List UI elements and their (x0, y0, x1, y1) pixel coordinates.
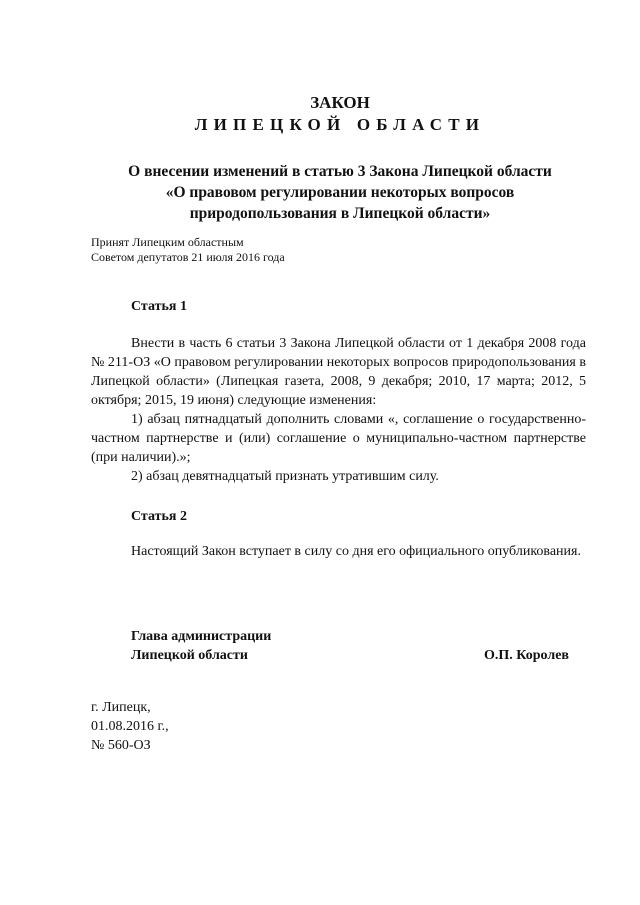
article-2-title: Статья 2 (131, 509, 187, 524)
law-title: ЗАКОН (310, 93, 370, 112)
article-1-title: Статья 1 (131, 299, 187, 314)
adoption-note (91, 235, 491, 265)
heading-line-2: «О правовом регулировании некоторых вопросов (165, 184, 515, 201)
article-1-intro: Внести в часть 6 статьи 3 Закона Липецкой области от 1 декабря 2008 года № 211-ОЗ «О правовом регулировании некоторых вопросов природопользования в Липецкой области» (Липецкая газета, 2008, 9 декабря; 2010, 17 марта; 2012, 5 октября; 2015, 19 июня) следующие изменения: (91, 336, 586, 408)
article-1-body (91, 334, 586, 486)
adoption-line-2: Советом депутатов 21 июля 2016 года (91, 250, 285, 264)
article-1-item-1: 1) абзац пятнадцатый дополнить словами «, соглашение о государственно-частном партнерстве и (или) соглашение о муниципально-частном партнерстве (при наличии).»; (91, 412, 586, 465)
article-2-text: Настоящий Закон вступает в силу со дня его официального опубликования. (131, 544, 581, 559)
signatory-position-line-2: Липецкой области (131, 648, 248, 663)
article-1-item-2: 2) абзац девятнадцатый признать утратившим силу. (131, 469, 439, 484)
document-heading (90, 161, 590, 224)
signatory-name: О.П. Королев (484, 648, 569, 663)
region-title: ЛИПЕЦКОЙ ОБЛАСТИ (194, 115, 486, 134)
document-footer (91, 698, 391, 755)
heading-line-1: О внесении изменений в статью 3 Закона Липецкой области (128, 163, 552, 180)
footer-city: г. Липецк, (91, 700, 151, 715)
footer-date: 01.08.2016 г., (91, 719, 169, 734)
heading-line-3: природопользования в Липецкой области» (189, 205, 491, 222)
article-2-body (91, 542, 586, 561)
footer-number: № 560-ОЗ (91, 738, 151, 753)
signatory-position-line-1: Глава администрации (131, 629, 272, 644)
adoption-line-1: Принят Липецким областным (91, 235, 244, 249)
